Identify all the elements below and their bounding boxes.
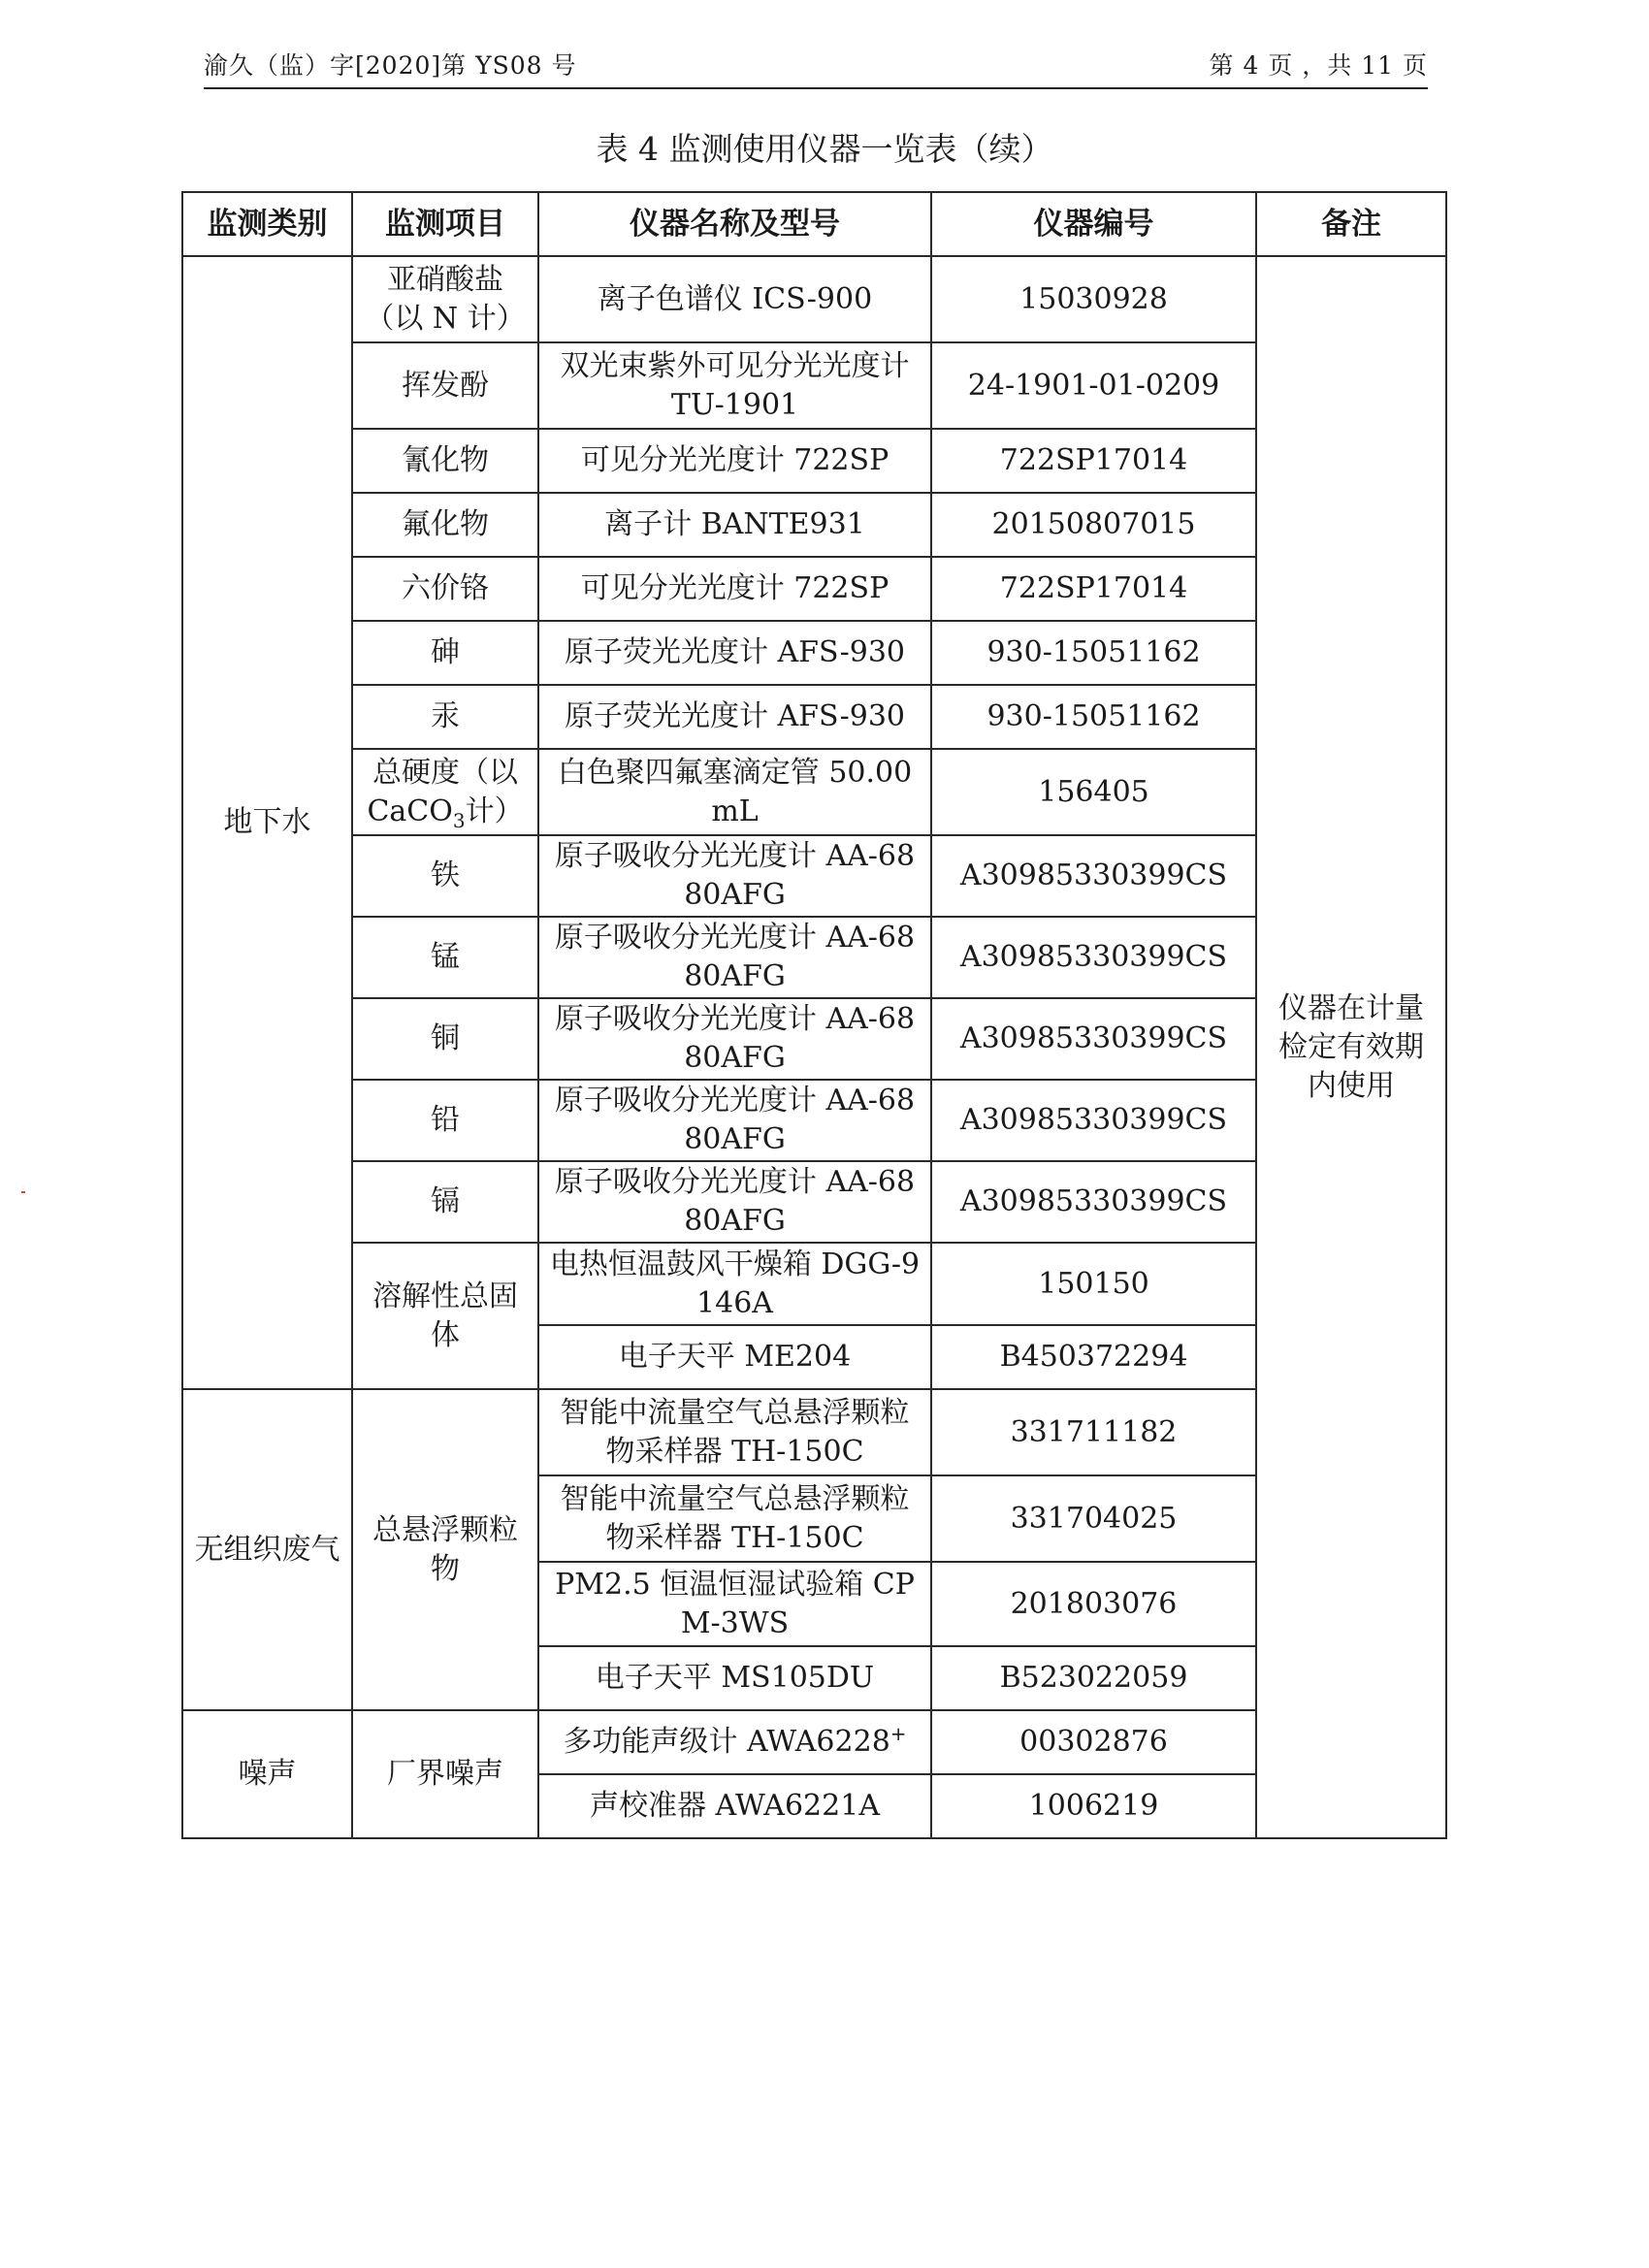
instrument-table xyxy=(181,191,1447,1839)
instrument-cell xyxy=(538,1710,931,1774)
instrument-cell: 原子吸收分光光度计 AA-6880AFG xyxy=(538,1080,931,1161)
item-cell: 锰 xyxy=(352,917,538,998)
item-cell: 砷 xyxy=(352,621,538,685)
col-header-item: 监测项目 xyxy=(352,192,538,256)
scan-speck xyxy=(21,1191,25,1193)
number-cell: A30985330399CS xyxy=(931,917,1256,998)
item-cell: 总悬浮颗粒物 xyxy=(352,1389,538,1710)
number-cell: 156405 xyxy=(931,749,1256,835)
instrument-cell: 可见分光光度计 722SP xyxy=(538,429,931,493)
number-cell: 930-15051162 xyxy=(931,685,1256,749)
number-cell: 722SP17014 xyxy=(931,429,1256,493)
category-noise: 噪声 xyxy=(182,1710,352,1838)
item-cell: 亚硝酸盐（以 N 计） xyxy=(352,256,538,342)
instrument-cell: 电子天平 ME204 xyxy=(538,1325,931,1389)
item-cell: 镉 xyxy=(352,1161,538,1243)
instrument-cell: 白色聚四氟塞滴定管 50.00mL xyxy=(538,749,931,835)
col-header-category: 监测类别 xyxy=(182,192,352,256)
item-cell: 铁 xyxy=(352,835,538,917)
instrument-cell: 离子计 BANTE931 xyxy=(538,493,931,557)
number-cell: 331704025 xyxy=(931,1475,1256,1562)
item-cell xyxy=(352,749,538,835)
instrument-cell: 声校准器 AWA6221A xyxy=(538,1774,931,1838)
instrument-cell: 可见分光光度计 722SP xyxy=(538,557,931,621)
number-cell: 24-1901-01-0209 xyxy=(931,342,1256,429)
instrument-cell: 智能中流量空气总悬浮颗粒物采样器 TH-150C xyxy=(538,1475,931,1562)
number-cell: A30985330399CS xyxy=(931,1080,1256,1161)
number-cell: 930-15051162 xyxy=(931,621,1256,685)
item-cell: 溶解性总固体 xyxy=(352,1243,538,1389)
number-cell: 331711182 xyxy=(931,1389,1256,1475)
report-number: 渝久（监）字[2020]第 YS08 号 xyxy=(204,51,577,80)
instrument-cell: 原子吸收分光光度计 AA-6880AFG xyxy=(538,1161,931,1243)
number-cell: 201803076 xyxy=(931,1562,1256,1646)
instrument-cell: PM2.5 恒温恒湿试验箱 CPM-3WS xyxy=(538,1562,931,1646)
category-groundwater: 地下水 xyxy=(182,256,352,1389)
instrument-cell: 原子荧光光度计 AFS-930 xyxy=(538,621,931,685)
number-cell: 150150 xyxy=(931,1243,1256,1325)
instrument-cell: 离子色谱仪 ICS-900 xyxy=(538,256,931,342)
item-cell: 铜 xyxy=(352,998,538,1080)
item-cell: 厂界噪声 xyxy=(352,1710,538,1838)
number-cell: B450372294 xyxy=(931,1325,1256,1389)
instrument-cell: 原子吸收分光光度计 AA-6880AFG xyxy=(538,835,931,917)
col-header-instrument: 仪器名称及型号 xyxy=(538,192,931,256)
number-cell: A30985330399CS xyxy=(931,835,1256,917)
col-header-remark: 备注 xyxy=(1256,192,1446,256)
item-cell: 汞 xyxy=(352,685,538,749)
number-cell: 1006219 xyxy=(931,1774,1256,1838)
item-cell: 氰化物 xyxy=(352,429,538,493)
subscript: 3 xyxy=(452,808,466,832)
page-header xyxy=(204,49,1428,89)
number-cell: 00302876 xyxy=(931,1710,1256,1774)
instrument-text: 多功能声级计 AWA6228 xyxy=(563,1725,890,1759)
number-cell: 20150807015 xyxy=(931,493,1256,557)
instrument-cell: 电热恒温鼓风干燥箱 DGG-9146A xyxy=(538,1243,931,1325)
col-header-number: 仪器编号 xyxy=(931,192,1256,256)
table-title: 表 4 监测使用仪器一览表（续） xyxy=(596,130,1053,168)
page-counter: 第 4 页 ，共 11 页 xyxy=(1209,51,1428,80)
header-rule xyxy=(204,87,1428,89)
table-row xyxy=(182,256,1446,342)
number-cell: A30985330399CS xyxy=(931,998,1256,1080)
remark-cell: 仪器在计量检定有效期内使用 xyxy=(1256,256,1446,1838)
item-text: 总硬度（以 CaCO xyxy=(367,755,518,828)
instrument-cell: 电子天平 MS105DU xyxy=(538,1646,931,1710)
number-cell: B523022059 xyxy=(931,1646,1256,1710)
table-header-row xyxy=(182,192,1446,256)
instrument-cell: 双光束紫外可见分光光度计 TU-1901 xyxy=(538,342,931,429)
instrument-cell: 原子吸收分光光度计 AA-6880AFG xyxy=(538,998,931,1080)
item-text: 计） xyxy=(465,794,524,828)
number-cell: 722SP17014 xyxy=(931,557,1256,621)
number-cell: 15030928 xyxy=(931,256,1256,342)
item-cell: 六价铬 xyxy=(352,557,538,621)
superscript: + xyxy=(889,1722,907,1745)
item-cell: 铅 xyxy=(352,1080,538,1161)
item-cell: 氟化物 xyxy=(352,493,538,557)
instrument-cell: 原子吸收分光光度计 AA-6880AFG xyxy=(538,917,931,998)
item-cell: 挥发酚 xyxy=(352,342,538,429)
instrument-cell: 智能中流量空气总悬浮颗粒物采样器 TH-150C xyxy=(538,1389,931,1475)
instrument-cell: 原子荧光光度计 AFS-930 xyxy=(538,685,931,749)
category-exhaust: 无组织废气 xyxy=(182,1389,352,1710)
number-cell: A30985330399CS xyxy=(931,1161,1256,1243)
